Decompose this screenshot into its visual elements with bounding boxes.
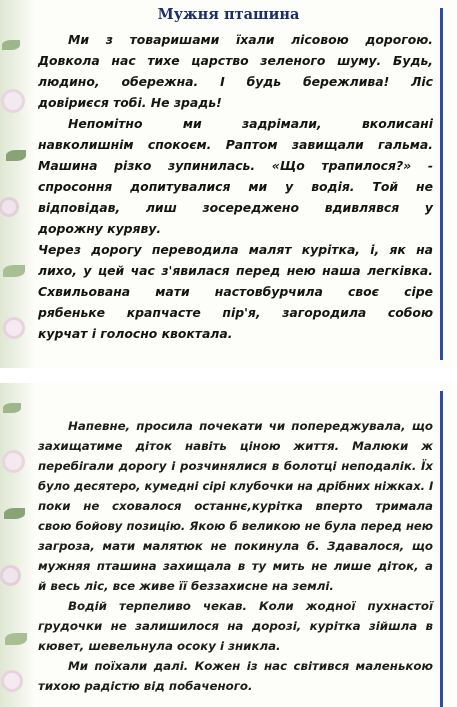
- text-line: Через дорогу переводила малят курітка, і, як на: [38, 242, 433, 257]
- text-line: Непомітно ми задрімали, вколисані: [68, 116, 433, 131]
- leaf-decoration: [3, 403, 21, 413]
- page-edge-line: [440, 391, 443, 707]
- text-line: свою бойову позицію. Якою б великою не була перед нею: [38, 519, 433, 533]
- flower-decoration: [4, 92, 22, 110]
- flower-decoration: [2, 200, 16, 214]
- text-line: кювет, шевельнула осоку і зникла.: [38, 639, 281, 653]
- leaf-decoration: [5, 633, 27, 645]
- text-line: було десятеро, кумедні сірі клубочки на дрібних ніжках. І: [38, 479, 434, 493]
- leaf-decoration: [4, 508, 25, 519]
- text-line: Довкола нас тихе царство зеленого шуму. Будь,: [38, 53, 433, 68]
- page-edge-line: [440, 8, 443, 360]
- leaf-decoration: [3, 265, 25, 277]
- page-bottom: [0, 383, 457, 707]
- text-line: навколишнім спокоєм. Раптом завищали гальма.: [38, 137, 433, 152]
- text-line: Ми з товаришами їхали лісовою дорогою.: [68, 32, 433, 47]
- page-title: Мужня пташина: [157, 6, 300, 23]
- text-line: Водій терпеливо чекав. Коли жодної пухнастої: [68, 599, 433, 613]
- flower-decoration: [4, 673, 20, 689]
- text-line: лихо, у цей час з'явилася перед нею наша легківка.: [38, 263, 433, 278]
- leaf-decoration: [2, 40, 20, 50]
- text-line: відповідав, лиш зосереджено вдивлявся у: [38, 200, 433, 215]
- text-line: спросоння допитувалися ми у водія. Той не: [38, 179, 433, 194]
- text-line: перебігали дорогу і розчинялися в болотці неподалік. Їх: [38, 459, 433, 473]
- text-line: Машина різко зупинилась. «Що трапилося?» -: [38, 158, 433, 173]
- flower-decoration: [3, 568, 18, 583]
- text-line: довіриєся тобі. Не зрадь!: [38, 95, 222, 110]
- flower-decoration: [6, 320, 22, 336]
- flower-decoration: [5, 453, 22, 470]
- floral-border-left: [0, 0, 34, 368]
- text-line: дорожну куряву.: [38, 221, 162, 236]
- text-line: Ми поїхали далі. Кожен із нас світився маленькою: [68, 659, 433, 673]
- page-gap: [0, 368, 457, 383]
- text-line: Схвильована мати настовбурчила своє сіре: [38, 284, 433, 299]
- text-line: рябеньке крапчасте пір'я, загородила собою: [38, 305, 433, 320]
- text-line: грудочки не залишилося на дорозі, курітка зійшла в: [38, 619, 433, 633]
- text-line: й весь ліс, все живе її беззахисне на землі.: [38, 579, 334, 593]
- text-line: Напевне, просила почекати чи попереджувала, що: [68, 419, 433, 433]
- text-line: захищатиме діток навіть ціною життя. Малюки ж: [38, 439, 433, 453]
- text-line: тихою радістю від побаченого.: [38, 679, 253, 693]
- text-line: загроза, мати малятюк не покинула б. Здавалося, що: [38, 539, 433, 553]
- text-line: мужняя пташина захищала в ту мить не лише діток, а: [38, 559, 433, 573]
- text-line: поки не сховалося останнє,курітка вперто тримала: [38, 499, 433, 513]
- text-line: людино, обережна. І будь бережлива! Ліс: [38, 74, 433, 89]
- leaf-decoration: [6, 150, 26, 161]
- floral-border-left: [0, 383, 34, 707]
- text-line: курчат і голосно квоктала.: [38, 326, 233, 341]
